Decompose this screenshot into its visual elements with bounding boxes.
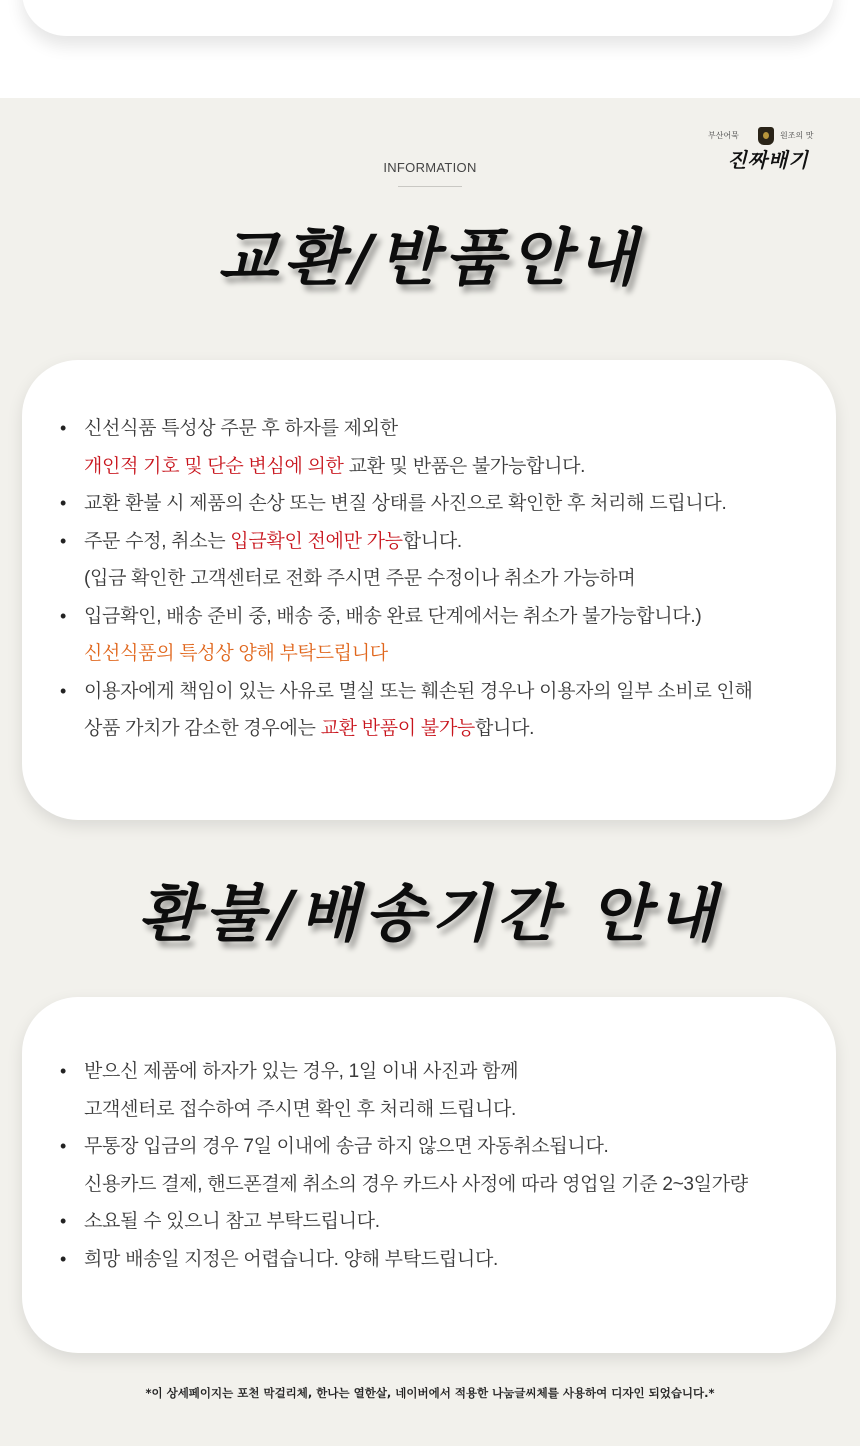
section-label: INFORMATION — [383, 160, 477, 175]
notice-text: 신용카드 결제, 핸드폰결제 취소의 경우 카드사 사정에 따라 영업일 기준 2~3일가량 — [84, 1173, 748, 1195]
notice-highlight: 교환 반품이 불가능 — [320, 718, 475, 739]
notice-line — [84, 1166, 748, 1203]
notice-line — [84, 1203, 380, 1240]
exchange-return-card — [22, 360, 836, 820]
notice-text: 교환 및 반품은 불가능합니다. — [343, 455, 586, 477]
notice-line — [84, 673, 753, 710]
refund-delivery-title: 환불/배송기간 안내 — [138, 877, 722, 950]
notice-line — [84, 410, 398, 447]
notice-line — [84, 1091, 516, 1128]
notice-line — [84, 1053, 518, 1090]
notice-highlight: 신선식품의 특성상 양해 부탁드립니다 — [84, 643, 388, 664]
brand-logo — [706, 126, 824, 178]
notice-text: 주문 수정, 취소는 — [84, 530, 231, 552]
notice-text: 고객센터로 접수하여 주시면 확인 후 처리해 드립니다. — [84, 1098, 517, 1120]
notice-text: 합니다. — [402, 530, 462, 552]
notice-text: 입금확인, 배송 준비 중, 배송 중, 배송 완료 단계에서는 취소가 불가능합니다.) — [84, 605, 702, 627]
top-band — [0, 0, 860, 98]
notice-text: (입금 확인한 고객센터로 전화 주시면 주문 수정이나 취소가 가능하며 — [84, 568, 636, 589]
notice-text: 신선식품 특성상 주문 후 하자를 제외한 — [84, 418, 398, 439]
notice-line — [84, 560, 635, 597]
notice-text: 교환 환불 시 제품의 손상 또는 변질 상태를 사진으로 확인한 후 처리해 드립니다. — [84, 493, 727, 514]
refund-delivery-card — [22, 997, 836, 1353]
notice-highlight: 입금확인 전에만 가능 — [230, 530, 403, 552]
notice-line — [84, 1128, 608, 1165]
notice-line — [84, 485, 726, 522]
notice-text: 이용자에게 책임이 있는 사유로 멸실 또는 훼손된 경우나 이용자의 일부 소비로 인해 — [84, 680, 753, 702]
notice-line — [84, 1241, 498, 1278]
previous-section-card — [22, 0, 834, 36]
font-credit-note: *이 상세페이지는 포천 막걸리체, 한나는 열한살, 네이버에서 적용한 나눔글씨체를 사용하여 디자인 되었습니다.* — [145, 1386, 715, 1400]
notice-line — [84, 710, 534, 747]
section-label-underline — [398, 186, 462, 187]
notice-line — [84, 598, 701, 635]
notice-line — [84, 635, 388, 672]
notice-text: 무통장 입금의 경우 7일 이내에 송금 하지 않으면 자동취소됩니다. — [84, 1136, 609, 1157]
notice-highlight: 개인적 기호 및 단순 변심에 의한 — [84, 455, 344, 477]
logo-right-text: 원조의 맛 — [780, 131, 814, 140]
notice-line — [84, 448, 585, 485]
logo-left-text: 부산어묵 — [708, 131, 739, 140]
notice-text: 희망 배송일 지정은 어렵습니다. 양해 부탁드립니다. — [84, 1248, 498, 1270]
notice-line — [84, 523, 462, 560]
logo-brand-name: 진짜배기 — [727, 148, 809, 172]
notice-text: 소요될 수 있으니 참고 부탁드립니다. — [84, 1211, 380, 1232]
notice-text: 상품 가치가 감소한 경우에는 — [84, 718, 321, 739]
logo-emblem-icon — [758, 127, 774, 145]
exchange-return-title: 교환/반품안내 — [218, 221, 642, 294]
notice-text: 합니다. — [474, 718, 535, 739]
notice-text: 받으신 제품에 하자가 있는 경우, 1일 이내 사진과 함께 — [84, 1061, 519, 1082]
